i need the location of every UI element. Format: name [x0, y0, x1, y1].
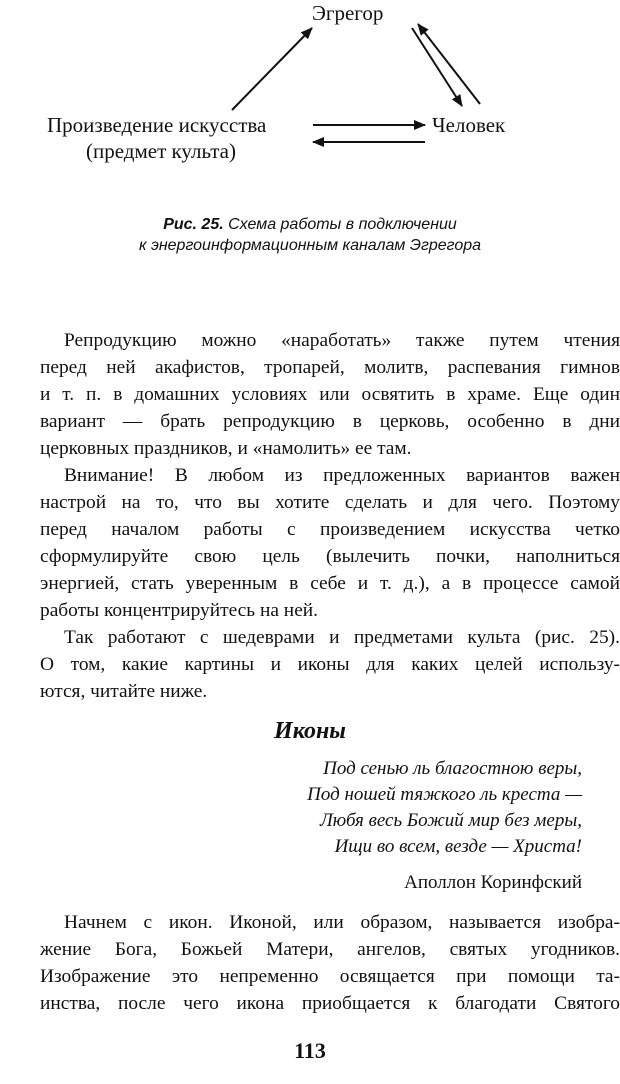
- paragraph-3-line-1: Так работают с шедеврами и предметами культа (рис. 25).: [64, 627, 620, 648]
- epigraph-line-3: Любя весь Божий мир без меры,: [319, 810, 582, 831]
- diagram-node-artwork-sub: (предмет культа): [86, 139, 236, 163]
- closing-line-1: Начнем с икон. Иконой, или образом, называется изобра-: [64, 912, 620, 933]
- epigraph-author: Аполлон Коринфский: [404, 872, 582, 893]
- diagram-node-egregor: Эгрегор: [312, 1, 384, 25]
- arrow-egregor-to-person: [412, 28, 462, 106]
- paragraph-1-line-3: и т. п. в домашних условиях или освятить в храме. Еще один: [40, 384, 620, 405]
- paragraph-2-line-6: работы концентрируйтесь на ней.: [40, 600, 319, 621]
- closing-line-4: инства, после чего икона приобщается к благодати Святого: [40, 993, 620, 1014]
- closing-line-3: Изображение это непременно освящается при помощи та-: [40, 966, 620, 987]
- paragraph-3-line-2: О том, какие картины и иконы для каких целей использу-: [40, 654, 620, 675]
- page-number: 113: [294, 1038, 326, 1063]
- diagram-node-artwork: Произведение искусства: [47, 113, 267, 137]
- figure-caption: [0, 216, 620, 234]
- paragraph-2-line-2: настрой на то, что вы хотите сделать и для чего. Поэтому: [40, 492, 620, 513]
- paragraph-2-line-1: Внимание! В любом из предложенных вариантов важен: [64, 465, 620, 486]
- paragraph-2-line-3: перед началом работы с произведением искусства четко: [40, 519, 620, 540]
- paragraph-1-line-1: Репродукцию можно «наработать» также путем чтения: [64, 330, 620, 351]
- diagram-node-person: Человек: [432, 113, 506, 137]
- epigraph-line-4: Ищи во всем, везде — Христа!: [334, 836, 582, 857]
- paragraph-2-line-5: энергией, стать уверенным в себе и т. д.), а в процессе самой: [40, 573, 620, 594]
- caption-line-2: к энергоинформационным каналам Эгрегора: [138, 237, 482, 254]
- paragraph-1-line-5: церковных праздников, и «намолить» ее там.: [40, 438, 412, 459]
- paragraph-3-line-3: ются, читайте ниже.: [40, 681, 208, 702]
- paragraph-2-line-4: сформулируйте свою цель (вылечить почки, наполниться: [40, 546, 620, 567]
- caption-label: Рис. 25.: [163, 216, 224, 233]
- paragraph-1-line-2: перед ней акафистов, тропарей, молитв, распевания гимнов: [40, 357, 620, 378]
- paragraph-1-line-4: вариант — брать репродукцию в церковь, особенно в дни: [40, 411, 620, 432]
- epigraph-line-2: Под ношей тяжкого ль креста —: [307, 784, 582, 805]
- caption-line-1: Схема работы в подключении: [228, 216, 457, 233]
- section-title: Иконы: [274, 718, 346, 744]
- arrow-person-to-egregor: [418, 24, 480, 104]
- closing-line-2: жение Бога, Божьей Матери, ангелов, святых угодников.: [40, 939, 620, 960]
- arrow-artwork-to-egregor: [232, 28, 312, 110]
- epigraph-line-1: Под сенью ль благостною веры,: [323, 758, 582, 779]
